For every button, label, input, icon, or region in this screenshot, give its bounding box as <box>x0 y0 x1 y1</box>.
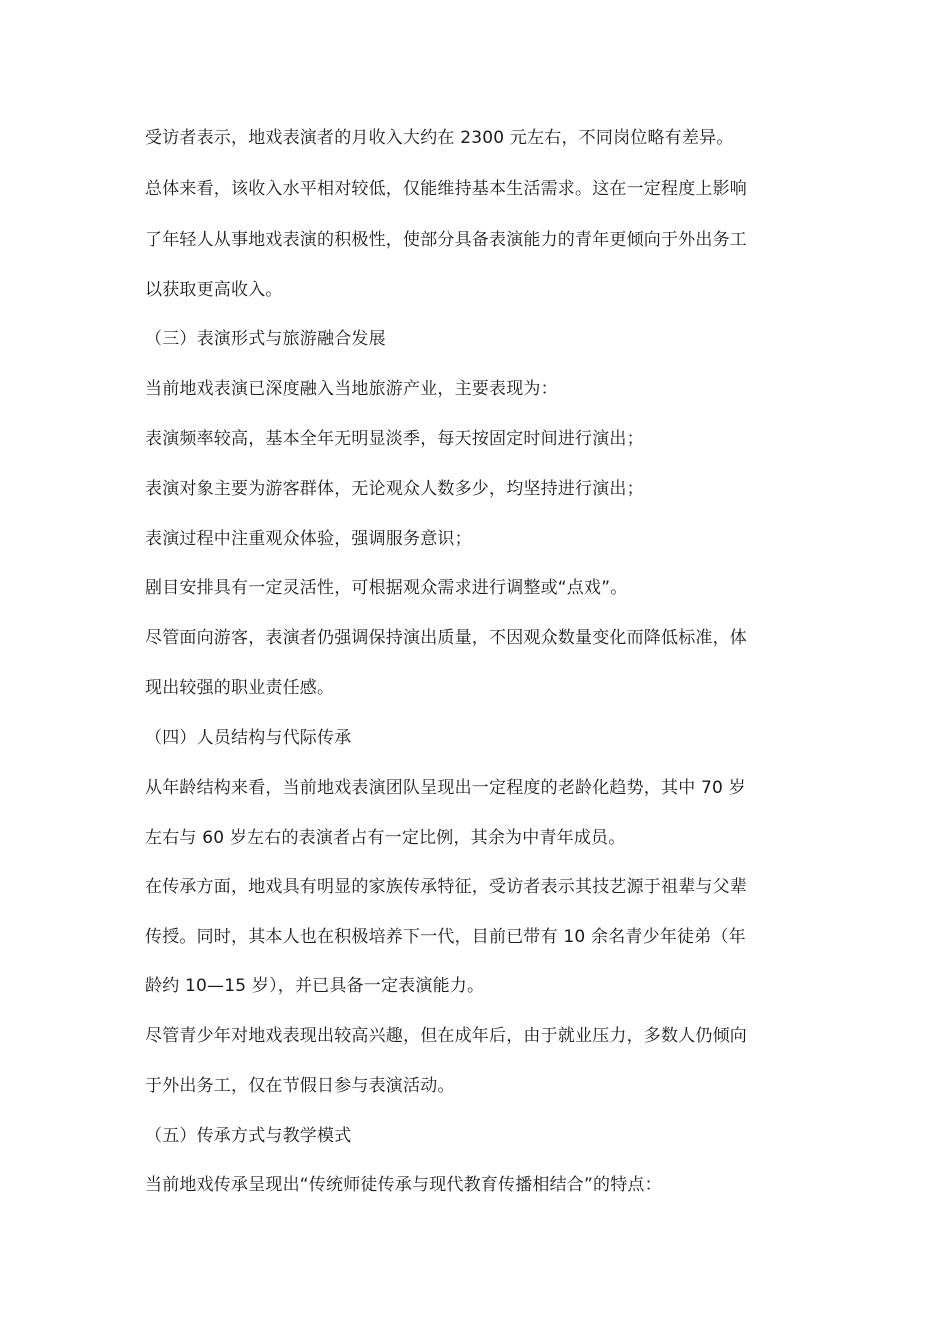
paragraph-line: 现出较强的职业责任感。 <box>145 678 335 698</box>
paragraph-line: 传授。同时，其本人也在积极培养下一代，目前已带有 10 余名青少年徒弟（年 <box>145 927 746 947</box>
list-item: 表演频率较高，基本全年无明显淡季，每天按固定时间进行演出； <box>145 429 644 449</box>
paragraph-line: 尽管面向游客，表演者仍强调保持演出质量，不因观众数量变化而降低标准，体 <box>145 628 747 648</box>
paragraph-line: 总体来看，该收入水平相对较低，仅能维持基本生活需求。这在一定程度上影响 <box>145 179 747 199</box>
paragraph-line: 了年轻人从事地戏表演的积极性，使部分具备表演能力的青年更倾向于外出务工 <box>145 230 747 250</box>
list-item: 剧目安排具有一定灵活性，可根据观众需求进行调整或“点戏”。 <box>145 578 628 598</box>
paragraph-line: 在传承方面，地戏具有明显的家族传承特征，受访者表示其技艺源于祖辈与父辈 <box>145 877 747 897</box>
paragraph-line: 受访者表示，地戏表演者的月收入大约在 2300 元左右，不同岗位略有差异。 <box>145 128 734 148</box>
paragraph-line: 于外出务工，仅在节假日参与表演活动。 <box>145 1076 455 1096</box>
section-heading: （五）传承方式与教学模式 <box>145 1126 352 1146</box>
paragraph-line: 当前地戏传承呈现出“传统师徒传承与现代教育传播相结合”的特点： <box>145 1175 662 1195</box>
paragraph-line: 尽管青少年对地戏表现出较高兴趣，但在成年后，由于就业压力，多数人仍倾向 <box>145 1026 747 1046</box>
section-heading: （四）人员结构与代际传承 <box>145 728 352 748</box>
paragraph-line: 从年龄结构来看，当前地戏表演团队呈现出一定程度的老龄化趋势，其中 70 岁 <box>145 778 746 798</box>
list-item: 表演过程中注重观众体验，强调服务意识； <box>145 529 472 549</box>
paragraph-line: 以获取更高收入。 <box>145 280 283 300</box>
section-heading: （三）表演形式与旅游融合发展 <box>145 329 386 349</box>
paragraph-line: 龄约 10—15 岁），并已具备一定表演能力。 <box>145 976 485 996</box>
list-item: 表演对象主要为游客群体，无论观众人数多少，均坚持进行演出； <box>145 479 644 499</box>
paragraph-line: 左右与 60 岁左右的表演者占有一定比例，其余为中青年成员。 <box>145 828 626 848</box>
paragraph-line: 当前地戏表演已深度融入当地旅游产业，主要表现为： <box>145 379 558 399</box>
